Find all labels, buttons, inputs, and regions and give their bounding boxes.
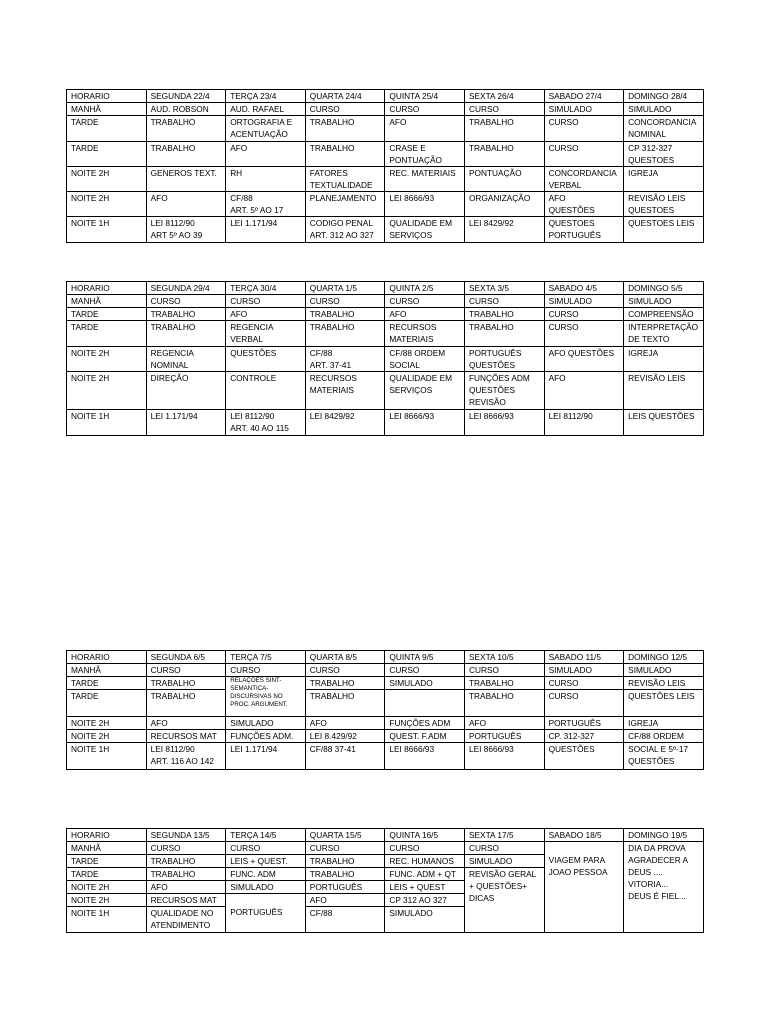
table-cell: NOITE 2H [67,881,147,894]
table-cell: PORTUGUÊS [464,730,544,743]
table-cell: SEXTA 26/4 [464,90,544,103]
schedule-table-week-1 [66,89,704,243]
table-cell: TRABALHO [146,855,226,868]
table-cell: SABADO 27/4 [544,90,624,103]
table-cell: HORARIO [67,282,147,295]
table-cell: SIMULADO [385,677,465,690]
table-row [67,730,704,743]
table-cell: NOITE 2H [67,717,147,730]
table-cell: REC. MATERIAIS [385,167,465,192]
table-cell: MANHÃ [67,295,147,308]
table-cell: RELAÇÕES SINT- SEMANTICA- DISCURSIVAS NO PROC. ARGUMENT. [226,677,306,717]
table-cell: LEI 8666/93 [464,743,544,770]
table-cell: TRABALHO [305,308,385,321]
table-cell: SEGUNDA 29/4 [146,282,226,295]
table-cell: QUESTÕES [544,743,624,770]
table-cell: AFO [305,894,385,907]
table-cell: FUNC. ADM + QT [385,868,465,881]
table-cell [385,690,465,717]
table-cell: MANHÃ [67,103,147,116]
table-cell: SIMULADO [544,103,624,116]
table-cell: QUALIDADE NO ATENDIMENTO [146,907,226,933]
table-cell: CURSO [146,842,226,855]
table-row [67,282,704,295]
table-cell: TRABALHO [305,690,385,717]
table-cell: QUARTA 1/5 [305,282,385,295]
table-cell: SABADO 18/5 [544,829,624,842]
schedule-table-week-4 [66,828,704,933]
table-cell: LEI 8666/93 [385,192,465,217]
table-cell: IGREJA [624,167,704,192]
table-cell: RECURSOS MATERIAIS [385,321,465,347]
table-cell: PORTUGUÊS QUESTÕES [464,347,544,372]
table-cell: AFO [146,881,226,894]
table-cell: QUESTÕES LEIS [624,690,704,717]
table-cell: CURSO [544,690,624,717]
table-cell: QUARTA 15/5 [305,829,385,842]
table-cell: TARDE [67,142,147,167]
table-cell: TRABALHO [146,868,226,881]
table-cell: LEI 1.171/94 [146,410,226,436]
table-cell: RECURSOS MAT [146,730,226,743]
table-cell: AFO [226,308,306,321]
table-cell: CURSO [305,103,385,116]
table-row [67,321,704,347]
table-cell: HORARIO [67,90,147,103]
table-cell: NOITE 2H [67,167,147,192]
table-cell: AUD. ROBSON [146,103,226,116]
table-cell: DIA DA PROVA AGRADECER A DEUS .... VITORIA... DEUS É FIEL... [624,842,704,933]
table-cell: AFO [146,192,226,217]
table-cell: TRABALHO [305,868,385,881]
table-row [67,295,704,308]
table-cell: AFO [544,372,624,410]
table-cell: TARDE [67,116,147,142]
table-cell: CURSO [544,321,624,347]
table-cell: SIMULADO [544,295,624,308]
table-cell: MANHÃ [67,842,147,855]
table-cell: SIMULADO [226,717,306,730]
table-cell: LEIS + QUEST [385,881,465,894]
table-cell: SEGUNDA 13/5 [146,829,226,842]
table-cell: TRABALHO [464,142,544,167]
table-cell: NOITE 2H [67,372,147,410]
table-cell: QUALIDADE EM SERVIÇOS [385,217,465,243]
table-cell: CURSO [544,677,624,690]
table-cell: FUNÇÕES ADM [385,717,465,730]
table-cell: NOITE 1H [67,907,147,933]
table-cell: QUEST. F.ADM [385,730,465,743]
table-cell: TARDE [67,855,147,868]
table-cell: DOMINGO 19/5 [624,829,704,842]
table-cell: CURSO [464,103,544,116]
table-cell: CP. 312-327 [544,730,624,743]
table-cell: CF/88 ORDEM [624,730,704,743]
table-cell: TERÇA 7/5 [226,651,306,664]
table-cell: AFO [305,717,385,730]
table-cell: COMPREENSÃO [624,308,704,321]
table-cell: TRABALHO [305,321,385,347]
table-cell: TRABALHO [146,690,226,717]
table-cell: SIMULADO [624,295,704,308]
table-cell: SEGUNDA 6/5 [146,651,226,664]
table-cell: LEI 8666/93 [464,410,544,436]
table-row [67,410,704,436]
table-cell: CURSO [464,295,544,308]
table-cell: LEI 8112/90 ART 5º AO 39 [146,217,226,243]
table-cell: CURSO [305,842,385,855]
table-row [67,372,704,410]
table-cell: CURSO [544,116,624,142]
table-cell: LEI 8112/90 ART. 40 AO 115 [226,410,306,436]
table-row [67,677,704,690]
table-row [67,664,704,677]
table-cell: CURSO [544,308,624,321]
table-cell: QUINTA 16/5 [385,829,465,842]
table-cell: AFO [385,308,465,321]
table-cell: CF/88 37-41 [305,743,385,770]
table-cell: CODIGO PENAL ART. 312 AO 327 [305,217,385,243]
table-cell: DIREÇÃO [146,372,226,410]
table-row [67,842,704,855]
table-row [67,743,704,770]
table-cell: CURSO [226,842,306,855]
table-cell: TRABALHO [464,321,544,347]
table-cell: CONCORDANCIA NOMINAL [624,116,704,142]
table-cell: FUNC. ADM [226,868,306,881]
table-cell: CURSO [305,295,385,308]
table-cell: SIMULADO [544,664,624,677]
table-cell: TARDE [67,868,147,881]
table-cell: SIMULADO [624,103,704,116]
table-cell: HORARIO [67,651,147,664]
table-row [67,717,704,730]
table-row [67,347,704,372]
table-cell: QUINTA 9/5 [385,651,465,664]
table-cell: SIMULADO [385,907,465,933]
table-cell: CURSO [226,664,306,677]
table-cell: AFO QUESTÕES [544,347,624,372]
table-cell: LEI 8.429/92 [305,730,385,743]
table-row [67,142,704,167]
table-cell: SOCIAL E 5º-17 QUESTÕES [624,743,704,770]
table-cell: QUINTA 2/5 [385,282,465,295]
table-row [67,651,704,664]
table-cell: TRABALHO [305,677,385,690]
table-cell: QUALIDADE EM SERVIÇOS [385,372,465,410]
table-cell: LEI 8666/93 [385,410,465,436]
table-cell: CONCORDANCIA VERBAL [544,167,624,192]
table-cell: TRABALHO [305,855,385,868]
table-cell: CURSO [385,295,465,308]
table-cell: CF/88 ART. 5º AO 17 [226,192,306,217]
table-row [67,167,704,192]
table-cell: SEXTA 10/5 [464,651,544,664]
table-cell: TARDE [67,321,147,347]
table-cell: CURSO [385,842,465,855]
table-cell: NOITE 2H [67,730,147,743]
table-cell: AFO [146,717,226,730]
table-cell: CURSO [464,842,544,855]
table-cell: LEI 1.171/94 [226,217,306,243]
table-cell: REVISÃO LEIS QUESTOES [624,192,704,217]
table-cell: VIAGEM PARA JOAO PESSOA [544,842,624,933]
table-cell: CONTROLE [226,372,306,410]
table-cell: RECURSOS MATERIAIS [305,372,385,410]
table-row [67,829,704,842]
table-cell: LEI 8429/92 [305,410,385,436]
table-cell: TRABALHO [146,116,226,142]
table-cell: FUNÇÕES ADM. [226,730,306,743]
table-cell: TERÇA 14/5 [226,829,306,842]
table-row [67,103,704,116]
table-cell: AFO QUESTÕES [544,192,624,217]
table-row [67,90,704,103]
table-cell: TERÇA 30/4 [226,282,306,295]
table-cell: MANHÃ [67,664,147,677]
table-cell: QUESTOES PORTUGUÊS [544,217,624,243]
table-cell: LEI 8666/93 [385,743,465,770]
table-cell: SIMULADO [226,881,306,894]
table-cell: AFO [226,142,306,167]
table-cell: NOITE 2H [67,347,147,372]
table-cell: DOMINGO 5/5 [624,282,704,295]
table-cell: ORGANIZAÇÃO [464,192,544,217]
table-cell: TRABALHO [146,142,226,167]
table-cell: SEXTA 17/5 [464,829,544,842]
table-cell: CURSO [544,142,624,167]
table-cell: TRABALHO [464,308,544,321]
table-cell: AUD. RAFAEL [226,103,306,116]
table-cell: CP 312 AO 327 [385,894,465,907]
table-cell: DOMINGO 28/4 [624,90,704,103]
table-cell: LEI 1.171/94 [226,743,306,770]
table-cell: SEGUNDA 22/4 [146,90,226,103]
table-cell: CURSO [226,295,306,308]
table-cell: LEI 8112/90 ART. 116 AO 142 [146,743,226,770]
table-cell: TERÇA 23/4 [226,90,306,103]
table-cell: PORTUGUÊS [305,881,385,894]
table-cell: FUNÇÕES ADM QUESTÕES REVISÃO [464,372,544,410]
table-row [67,217,704,243]
table-cell: FATORES TEXTUALIDADE [305,167,385,192]
table-row [67,690,704,717]
table-cell: CURSO [146,664,226,677]
table-cell: REC. HUMANOS [385,855,465,868]
table-cell: RECURSOS MAT [146,894,226,907]
table-cell: ORTOGRAFIA E ACENTUAÇÃO [226,116,306,142]
table-cell: AFO [464,717,544,730]
table-cell: REVISÃO LEIS [624,372,704,410]
table-cell: CP 312-327 QUESTOES [624,142,704,167]
table-cell: REGENCIA NOMINAL [146,347,226,372]
table-cell: TRABALHO [305,116,385,142]
table-cell: TRABALHO [464,690,544,717]
table-cell: CURSO [146,295,226,308]
table-cell: QUARTA 8/5 [305,651,385,664]
table-cell: PONTUAÇÃO [464,167,544,192]
table-cell: IGREJA [624,717,704,730]
table-cell: SEXTA 3/5 [464,282,544,295]
table-cell: QUARTA 24/4 [305,90,385,103]
table-cell: CF/88 ART. 37-41 [305,347,385,372]
table-cell: SIMULADO [464,855,544,868]
table-cell: QUINTA 25/4 [385,90,465,103]
table-row [67,192,704,217]
table-cell: SIMULADO [624,664,704,677]
table-cell: CURSO [464,664,544,677]
table-cell: HORARIO [67,829,147,842]
table-cell: SABADO 11/5 [544,651,624,664]
table-cell: PORTUGUÊS [544,717,624,730]
table-cell: NOITE 2H [67,192,147,217]
table-cell: CF/88 [305,907,385,933]
table-cell: TRABALHO [146,677,226,690]
table-cell: TRABALHO [146,321,226,347]
table-cell: QUESTÕES [226,347,306,372]
table-cell: QUESTOES LEIS [624,217,704,243]
table-cell: TARDE [67,690,147,717]
table-cell: NOITE 2H [67,894,147,907]
table-cell: CRASE E PONTUAÇÃO [385,142,465,167]
table-cell: CF/88 ORDEM SOCIAL [385,347,465,372]
table-cell: CURSO [305,664,385,677]
table-cell: DOMINGO 12/5 [624,651,704,664]
table-cell: TARDE [67,308,147,321]
table-cell: REGENCIA VERBAL [226,321,306,347]
table-row [67,116,704,142]
table-cell: GENEROS TEXT. [146,167,226,192]
table-cell: NOITE 1H [67,217,147,243]
table-cell: PLANEJAMENTO [305,192,385,217]
schedule-table-week-2 [66,281,704,436]
table-cell: RH [226,167,306,192]
table-cell: TARDE [67,677,147,690]
table-cell: LEI 8429/92 [464,217,544,243]
table-cell: TRABALHO [305,142,385,167]
table-cell: INTERPRETAÇÃO DE TEXTO [624,321,704,347]
table-cell: LEIS + QUEST. [226,855,306,868]
schedule-table-week-3 [66,650,704,770]
table-cell: TRABALHO [464,116,544,142]
table-cell: TRABALHO [146,308,226,321]
table-cell: CURSO [385,103,465,116]
table-row [67,308,704,321]
table-cell: SABADO 4/5 [544,282,624,295]
table-cell: NOITE 1H [67,410,147,436]
table-cell: CURSO [385,664,465,677]
table-cell: PORTUGUÊS [226,894,306,933]
table-cell: LEIS QUESTÕES [624,410,704,436]
table-cell: NOITE 1H [67,743,147,770]
table-cell: TRABALHO [464,677,544,690]
table-cell: IGREJA [624,347,704,372]
table-cell: REVISÃO LEIS [624,677,704,690]
table-cell: AFO [385,116,465,142]
table-cell: LEI 8112/90 [544,410,624,436]
table-cell: REVISÃO GERAL + QUESTÕES+ DICAS [464,868,544,933]
